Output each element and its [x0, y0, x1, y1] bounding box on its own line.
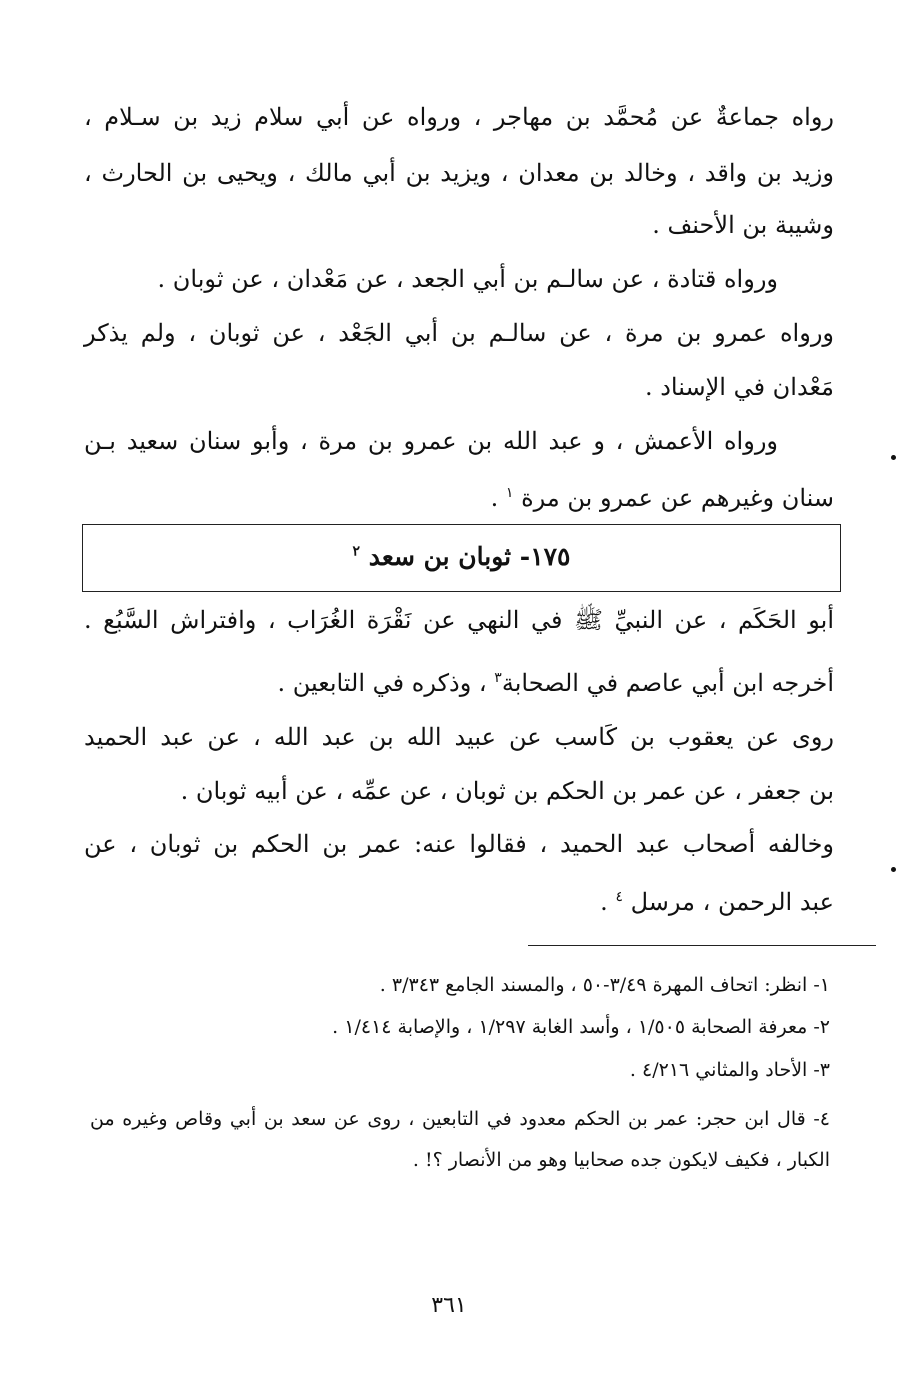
text-line-10-main: أخرجه ابن أبي عاصم في الصحابة: [501, 669, 834, 697]
text-line-6: مَعْدان في الإسناد .: [644, 373, 834, 401]
text-line-13: وخالفه أصحاب عبد الحميد ، فقالوا عنه: عمر بن الحكم بن ثوبان ، عن: [84, 830, 834, 858]
text-line-8: [84, 481, 834, 515]
text-line-8-main: سنان وغيرهم عن عمرو بن مرة: [521, 484, 834, 512]
text-line-8-end: .: [490, 484, 499, 512]
footnote-ref-2: ٢: [352, 543, 361, 560]
text-line-11: روى عن يعقوب بن كَاسب عن عبيد الله بن عبد الله ، عن عبد الحميد: [84, 723, 835, 751]
footnote-ref-1: ١: [505, 485, 514, 501]
text-line-14-end: .: [600, 888, 608, 916]
entry-heading-box: [82, 524, 841, 592]
text-line-10-end: ، وذكره في التابعين .: [277, 669, 495, 697]
scan-speck: [891, 455, 896, 460]
footnote-ref-4: ٤: [615, 889, 623, 905]
text-line-14: [84, 885, 834, 919]
text-line-9: أبو الحَكَم ، عن النبيِّ ﷺ في النهي عن نَقْرَة الغُرَاب ، وافتراش السَّبُع .: [84, 606, 834, 634]
text-line-7: ورواه الأعمش ، و عبد الله بن عمرو بن مرة ، وأبو سنان سعيد بـن: [84, 427, 778, 455]
footnote-2: ٢- معرفة الصحابة ١/٥٠٥ ، وأسد الغابة ١/٢٩٧ ، والإصابة ١/٤١٤ .: [332, 1016, 830, 1038]
entry-heading-text: ١٧٥- ثوبان بن سعد: [368, 542, 571, 571]
text-line-10: [84, 666, 834, 700]
text-line-12: بن جعفر ، عن عمر بن الحكم بن ثوبان ، عن عمِّه ، عن أبيه ثوبان .: [180, 777, 834, 805]
text-line-14-main: عبد الرحمن ، مرسل: [630, 888, 834, 916]
entry-heading: [83, 540, 840, 574]
text-line-3: وشيبة بن الأحنف .: [652, 211, 834, 239]
footnote-ref-3: ٣: [494, 670, 502, 686]
scan-speck: [891, 867, 896, 872]
footnote-3: ٣- الأحاد والمثاني ٤/٢١٦ .: [629, 1059, 830, 1081]
footnote-1: ١- انظر: اتحاف المهرة ٣/٤٩-٥٠ ، والمسند الجامع ٣/٣٤٣ .: [379, 974, 830, 996]
text-line-5: ورواه عمرو بن مرة ، عن سالـم بن أبي الجَعْد ، عن ثوبان ، ولم يذكر: [84, 319, 834, 347]
text-line-2: وزيد بن واقد ، وخالد بن معدان ، ويزيد بن أبي مالك ، ويحيى بن الحارث ،: [84, 159, 834, 187]
text-line-1: رواه جماعةٌ عن مُحمَّد بن مهاجر ، ورواه عن أبي سلام زيد بن سـلام ،: [84, 103, 834, 131]
footnote-4: ٤- قال ابن حجر: عمر بن الحكم معدود في التابعين ، روى عن سعد بن أبي وقاص وغيره من: [90, 1108, 830, 1130]
page-number: ٣٦١: [431, 1293, 467, 1318]
footnote-4-continued: الكبار ، فكيف لايكون جده صحابيا وهو من الأنصار ؟! .: [412, 1149, 830, 1171]
text-line-4: ورواه قتادة ، عن سالـم بن أبي الجعد ، عن مَعْدان ، عن ثوبان .: [157, 265, 778, 293]
footnote-separator: [528, 945, 876, 946]
